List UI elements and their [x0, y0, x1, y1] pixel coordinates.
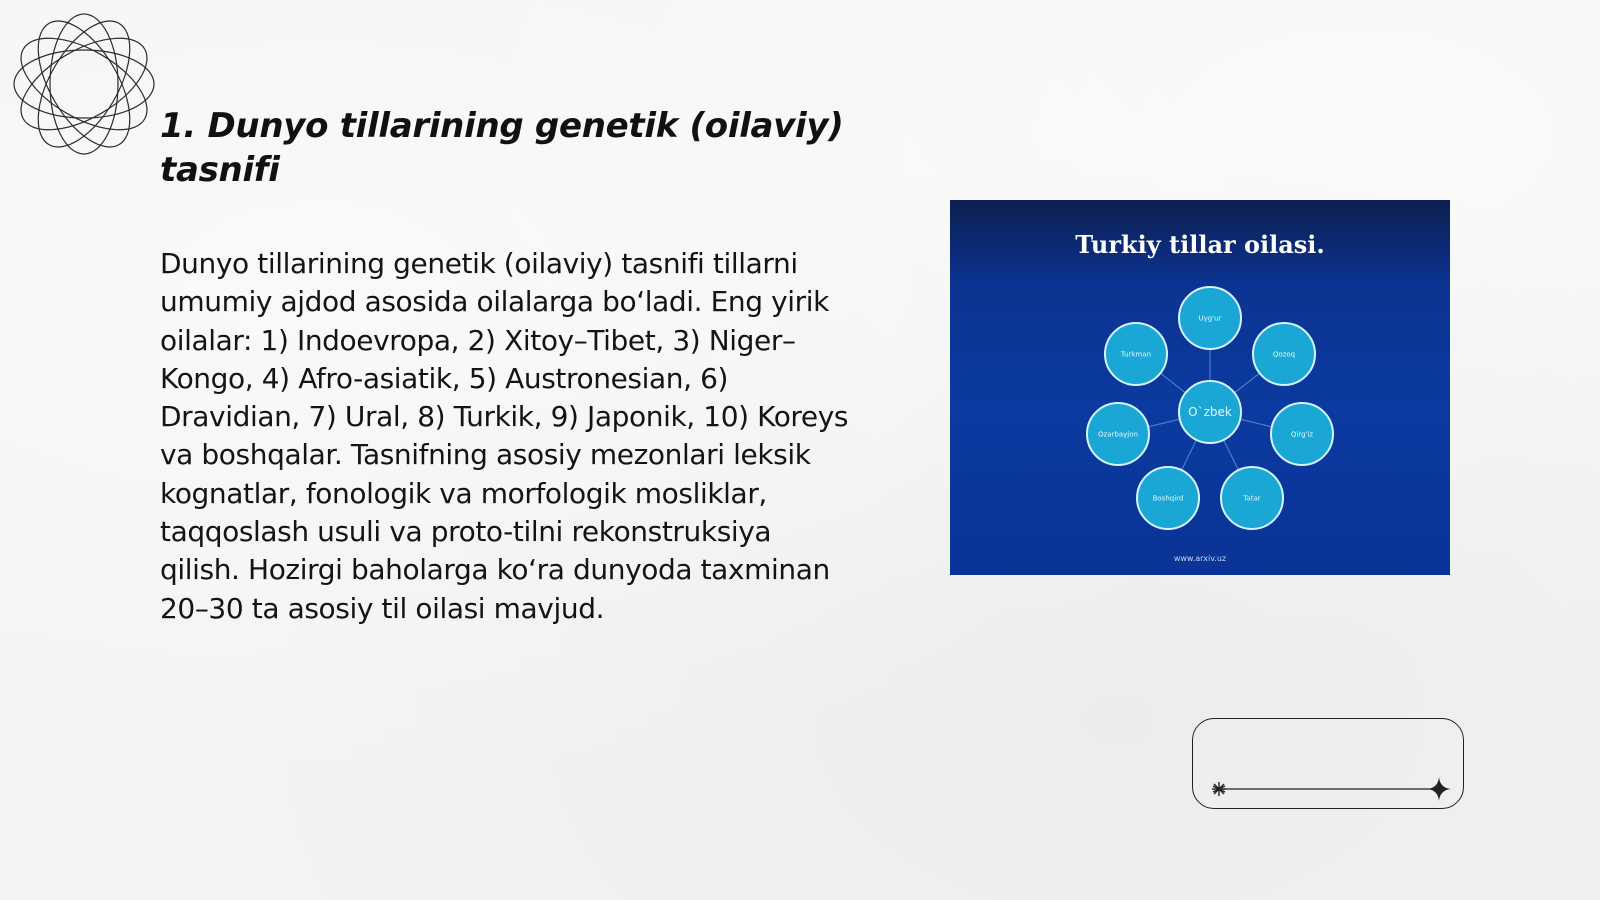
- diagram-node: [1179, 287, 1241, 349]
- starburst-icon: [1212, 782, 1226, 796]
- slide-body-text: Dunyo tillarining genetik (oilaviy) tasnifi tillarni umumiy ajdod asosida oilalarga bo‘ladi. Eng yirik oilalar: 1) Indoevropa, 2) Xitoy–Tibet, 3) Niger–Kongo, 4) Afro-asiatik, 5) Austronesian, 6) Dravidian, 7) Ural, 8) Turkik, 9) Japonik, 10) Koreys va boshqalar. Tasnifning asosiy mezonlari leksik kognatlar, fonologik va morfologik mosliklar, taqqoslash usuli va proto-tilni rekonstruksiya qilish. Hozirgi baholarga ko‘ra dunyoda taxminan 20–30 ta asosiy til oilasi mavjud.: [160, 247, 849, 625]
- diagram-node: [1105, 323, 1167, 385]
- diagram-node-label: Uyg'ur: [1198, 314, 1222, 323]
- diagram-center-node: [1179, 381, 1241, 443]
- diagram-node-label: Qirg'iz: [1290, 430, 1314, 439]
- diagram-node-label: Tatar: [1243, 494, 1261, 503]
- diagram-node: [1253, 323, 1315, 385]
- diagram-node: [1221, 467, 1283, 529]
- diagram-node: [1087, 403, 1149, 465]
- sparkle-icon: [1427, 777, 1451, 801]
- spirograph-rings-icon: [10, 10, 158, 158]
- diagram-node-label: Turkman: [1120, 350, 1152, 359]
- diagram-node-label: Ozarbayjon: [1098, 430, 1138, 439]
- turkic-family-image: [950, 200, 1450, 575]
- diagram-node-label: Boshqird: [1152, 494, 1184, 503]
- image-title: Turkiy tillar oilasi.: [1075, 230, 1325, 259]
- slide-title: 1. Dunyo tillarining genetik (oilaviy) tasnifi: [160, 106, 844, 190]
- diagram-node: [1137, 467, 1199, 529]
- diagram-node-label: Qozoq: [1272, 350, 1296, 359]
- diagram-center-node-label: O`zbek: [1188, 405, 1232, 419]
- diagram-node: [1271, 403, 1333, 465]
- image-footer: www.arxiv.uz: [1173, 554, 1227, 563]
- decorative-box: [1192, 718, 1464, 809]
